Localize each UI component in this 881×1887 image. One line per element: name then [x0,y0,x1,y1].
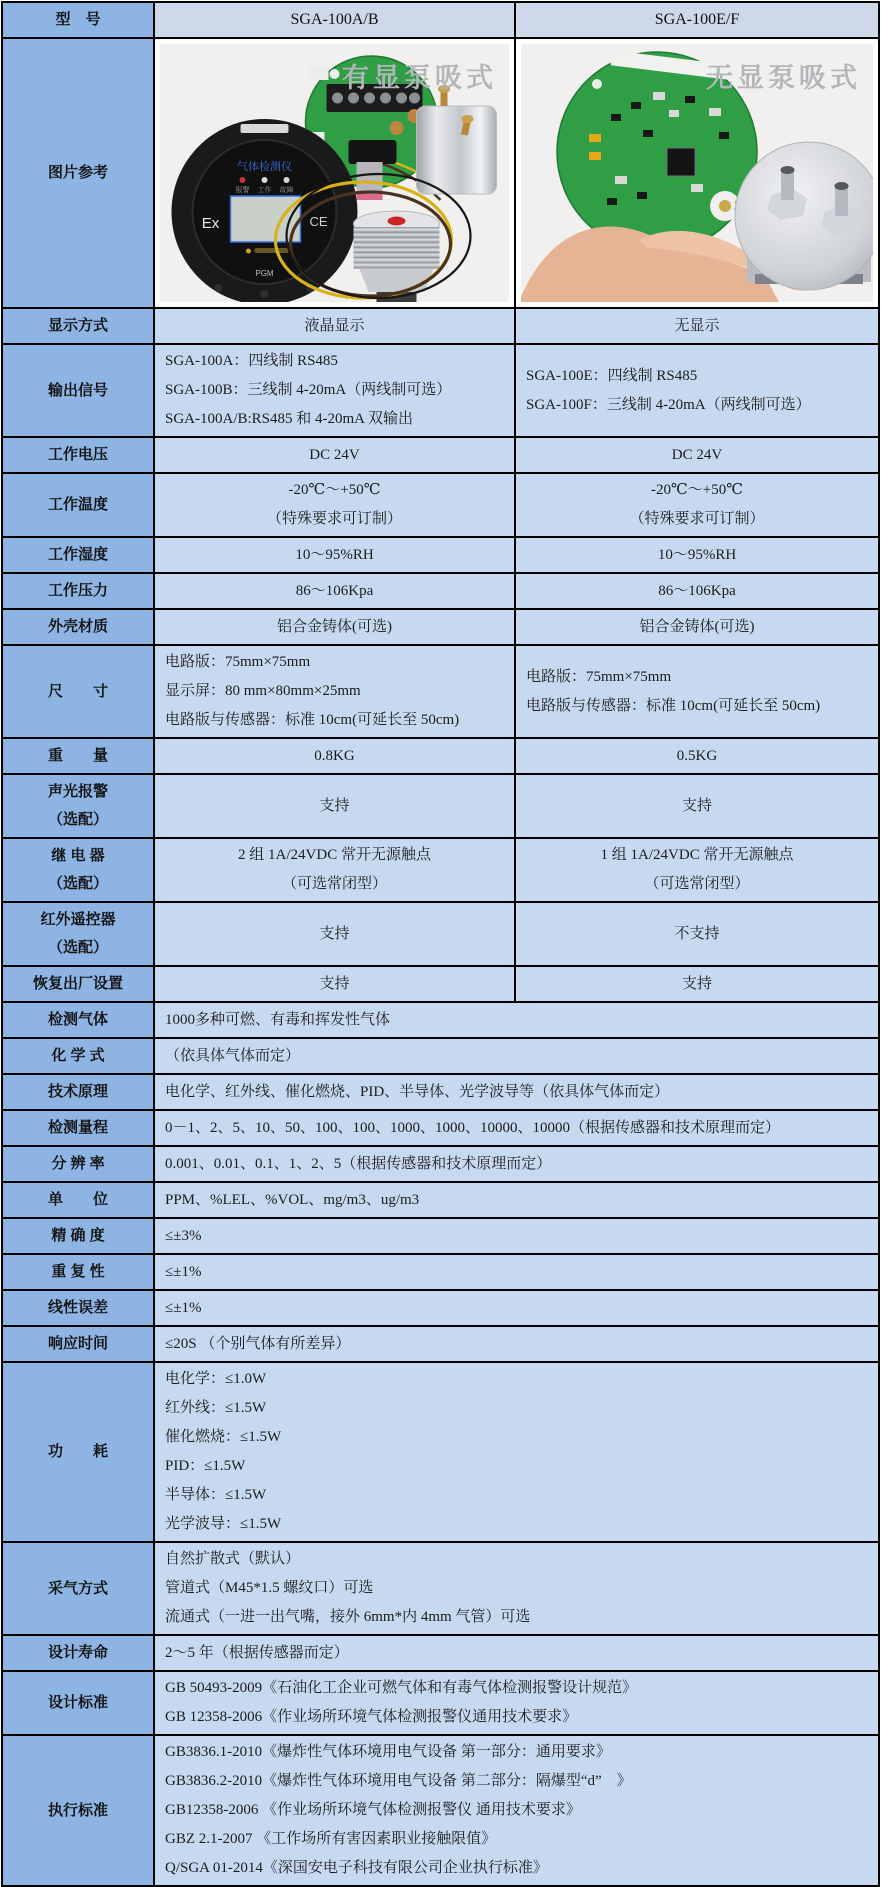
cell-line: 电路版与传感器：标准 10cm(可延长至 50cm) [165,712,460,728]
row-label [2,1671,154,1735]
spec-row [2,344,879,437]
cell-line: 电化学：≤1.0W [165,1371,267,1387]
spec-row [2,1635,879,1671]
spec-row [2,1362,879,1542]
row-label [2,1290,154,1326]
cell-line: 10～95%RH [657,546,737,563]
cell-line: 0－1、2、5、10、50、100、100、1000、1000、10000、10000（根据传感器和技术原理而定） [165,1119,781,1136]
value-cell-model-ab [154,902,515,966]
cell-line: 电路版：75mm×75mm [165,654,311,670]
cell-line: 电路版与传感器：标准 10cm(可延长至 50cm) [526,697,821,714]
cell-line: 采气方式 [47,1579,108,1597]
spec-row [2,609,879,645]
spec-row [2,902,879,966]
row-label [2,573,154,609]
product-photo-left [160,44,509,302]
led-label-alarm: 报警 [235,187,250,194]
cell-line: （可选常闭型） [644,876,750,892]
row-label [2,1735,154,1886]
spec-row [2,1146,879,1182]
led-label-fault: 故障 [279,187,294,194]
spec-row [2,1290,879,1326]
cell-line: 线性误差 [47,1299,108,1316]
value-cell-span [154,1254,879,1290]
value-cell-model-ef [515,308,879,344]
cell-line: 铝合金铸体(可选) [277,618,392,635]
cell-line: （可选常闭型） [281,876,387,892]
value-cell-span [154,1038,879,1074]
value-cell-span [154,1635,879,1671]
ce-mark-text: CE [309,214,328,229]
row-label [2,1182,154,1218]
cell-line: 化 学 式 [51,1047,105,1064]
value-cell-model-ab [154,774,515,838]
spec-row [2,966,879,1002]
row-label [2,1074,154,1110]
value-cell-model-ab [154,473,515,537]
cell-line: 电路版：75mm×75mm [526,668,672,685]
cell-line: 设计寿命 [47,1644,108,1661]
spec-row [2,645,879,738]
value-cell-model-ab [154,645,515,738]
spec-row [2,1110,879,1146]
cell-line: 技术原理 [47,1083,108,1100]
row-label [2,1038,154,1074]
sensor-cylinder-icon [735,142,873,290]
cell-line: 功 耗 [47,1443,108,1460]
cell-line: 支持 [319,975,350,992]
cell-line: SGA-100E：四线制 RS485 [526,367,698,384]
row-label [2,838,154,902]
value-cell-span [154,1146,879,1182]
cell-line: 红外线：≤1.5W [165,1400,267,1416]
value-cell-model-ef [515,774,879,838]
cell-line: 支持 [681,797,712,814]
cell-line: 检测气体 [47,1011,108,1028]
value-cell-model-ab [154,344,515,437]
row-label [2,344,154,437]
cell-line: 无显示 [674,317,720,334]
cell-line: 光学波导：≤1.5W [165,1516,282,1532]
value-cell-span [154,1362,879,1542]
value-cell-span [154,1326,879,1362]
row-label [2,1218,154,1254]
row-label [2,1146,154,1182]
row-label [2,1110,154,1146]
cell-line: PID：≤1.5W [165,1458,246,1474]
value-cell-span [154,1002,879,1038]
row-label [2,609,154,645]
header-model-ef: SGA-100E/F [515,2,879,38]
cell-line: 重 复 性 [51,1263,105,1280]
spec-row [2,1002,879,1038]
row-label [2,902,154,966]
spec-row [2,1182,879,1218]
cell-line: DC 24V [671,446,723,463]
cell-line: 0.5KG [676,747,718,764]
cell-line: GB3836.1-2010《爆炸性气体环境用电气设备 第一部分：通用要求》 [165,1744,611,1760]
cell-line: 显示屏：80 mm×80mm×25mm [165,683,361,699]
row-label [2,1362,154,1542]
value-cell-model-ef [515,344,879,437]
cell-line: 0.001、0.01、0.1、1、2、5（根据传感器和技术原理而定） [165,1155,552,1172]
cell-line: ≤±3% [165,1227,202,1244]
cell-line: 工作温度 [47,496,108,513]
cell-line: ≤±1% [165,1299,202,1316]
value-cell-model-ab [154,537,515,573]
cell-line: -20℃～+50℃ [288,482,381,498]
spec-row [2,308,879,344]
row-label [2,1002,154,1038]
cell-line: 1000多种可燃、有毒和挥发性气体 [165,1011,391,1028]
cell-line: 支持 [319,925,350,942]
cell-line: 液晶显示 [304,317,365,334]
cell-line: 电化学、红外线、催化燃烧、PID、半导体、光学波导等（依具体气体而定） [165,1083,670,1100]
value-cell-span [154,1735,879,1886]
cell-line: 管道式（M45*1.5 螺纹口）可选 [165,1580,374,1596]
cell-line: PPM、%LEL、%VOL、mg/m3、ug/m3 [165,1191,420,1208]
value-cell-model-ef [515,838,879,902]
cell-line: 2 组 1A/24VDC 常开无源触点 [238,847,431,863]
product-photo-left-illustration [160,44,509,302]
header-model-ab: SGA-100A/B [154,2,515,38]
value-cell-span [154,1671,879,1735]
spec-row [2,1254,879,1290]
cell-line: （特殊要求可订制） [629,511,765,527]
cell-line: 2～5 年（根据传感器而定） [165,1644,349,1661]
product-photo-right [521,44,873,302]
spec-row [2,1671,879,1735]
header-row [2,2,879,38]
value-cell-model-ab [154,609,515,645]
row-label [2,774,154,838]
cell-line: 重 量 [47,747,108,764]
cell-line: 催化燃烧：≤1.5W [165,1429,282,1445]
spec-table [1,1,880,1887]
row-label [2,473,154,537]
watermark-right: 无显泵吸式 [706,63,861,93]
cell-line: 流通式（一进一出气嘴，接外 6mm*内 4mm 气管）可选 [165,1609,531,1625]
cell-line: 铝合金铸体(可选) [639,618,755,635]
value-cell-model-ef [515,573,879,609]
cell-line: 输出信号 [47,381,108,399]
row-label [2,966,154,1002]
value-cell-span [154,1218,879,1254]
spec-row [2,1735,879,1886]
cell-line: （选配） [47,939,108,956]
cell-line: （特殊要求可订制） [266,511,402,527]
spec-row [2,738,879,774]
value-cell-span [154,1110,879,1146]
cell-line: 分 辨 率 [51,1155,105,1172]
value-cell-span [154,1290,879,1326]
cell-line: ≤20S （个别气体有所差异） [165,1335,351,1352]
spec-row [2,1074,879,1110]
cell-line: 声光报警 [47,783,108,800]
cell-line: GB3836.2-2010《爆炸性气体环境用电气设备 第二部分：隔爆型“d” 》 [165,1773,632,1789]
cell-line: SGA-100A：四线制 RS485 [165,353,338,369]
cell-line: SGA-100F：三线制 4-20mA（两线制可选） [526,396,811,413]
row-label [2,1542,154,1635]
cell-line: ≤±1% [165,1263,202,1280]
row-label [2,437,154,473]
ex-mark-text: Ex [201,215,220,232]
value-cell-model-ab [154,738,515,774]
spec-row [2,838,879,902]
cell-line: 半导体：≤1.5W [165,1487,267,1503]
cell-line: 继 电 器 [51,847,105,864]
spec-row [2,1038,879,1074]
product-photo-cell-left [154,38,515,308]
value-cell-model-ef [515,609,879,645]
value-cell-model-ab [154,308,515,344]
gauge-device-icon [172,119,358,302]
cell-line: 工作压力 [47,582,108,599]
product-photo-right-illustration [521,44,873,302]
value-cell-model-ef [515,902,879,966]
cell-line: 精 确 度 [51,1227,105,1244]
cell-line: 响应时间 [47,1335,108,1352]
spec-row [2,774,879,838]
row-label [2,738,154,774]
cell-line: 支持 [681,975,712,992]
cell-line: 执行标准 [47,1801,108,1819]
cell-line: 86～106Kpa [295,582,374,599]
cell-line: 尺 寸 [47,682,108,700]
spec-row [2,1326,879,1362]
cell-line: DC 24V [309,446,360,463]
cell-line: 不支持 [674,925,720,942]
cell-line: -20℃～+50℃ [650,482,743,498]
spec-row [2,1542,879,1635]
cell-line: 外壳材质 [47,618,108,635]
value-cell-span [154,1074,879,1110]
row-label [2,645,154,738]
cell-line: 86～106Kpa [658,582,736,599]
cell-line: 单 位 [47,1191,108,1208]
cell-line: 红外遥控器 [40,911,116,928]
row-label [2,308,154,344]
cell-line: 支持 [319,797,350,814]
value-cell-model-ef [515,645,879,738]
value-cell-span [154,1182,879,1218]
cell-line: GB 50493-2009《石油化工企业可燃气体和有毒气体检测报警设计规范》 [165,1680,638,1696]
value-cell-model-ab [154,966,515,1002]
value-cell-model-ef [515,437,879,473]
cell-line: 0.8KG [314,747,355,764]
spec-row [2,1218,879,1254]
value-cell-model-ef [515,966,879,1002]
spec-row [2,473,879,537]
cell-line: （依具体气体而定） [165,1047,301,1064]
cell-line: 10～95%RH [295,546,374,563]
cell-line: （选配） [47,811,108,828]
cell-line: Q/SGA 01-2014《深国安电子科技有限公司企业执行标准》 [165,1860,548,1876]
row-label [2,1635,154,1671]
cell-line: 检测量程 [47,1119,108,1136]
value-cell-model-ab [154,838,515,902]
cell-line: SGA-100A/B:RS485 和 4-20mA 双输出 [165,411,413,427]
cell-line: 恢复出厂设置 [32,975,123,992]
image-row [2,38,879,308]
cell-line: GBZ 2.1-2007 《工作场所有害因素职业接触限值》 [165,1831,497,1847]
pgm-mark-text: PGM [255,269,274,278]
cell-line: （选配） [47,875,108,892]
row-label [2,1254,154,1290]
image-row-label: 图片参考 [2,38,154,308]
gauge-title-text: 气体检测仪 [237,161,292,173]
cell-line: SGA-100B：三线制 4-20mA（两线制可选） [165,382,452,398]
spec-row [2,437,879,473]
product-photo-cell-right [515,38,879,308]
cell-line: GB12358-2006 《作业场所环境气体检测报警仪 通用技术要求》 [165,1802,581,1818]
cell-line: 工作电压 [47,446,108,463]
value-cell-model-ef [515,537,879,573]
cell-line: 自然扩散式（默认） [165,1551,301,1567]
value-cell-model-ab [154,437,515,473]
value-cell-model-ab [154,573,515,609]
row-label [2,537,154,573]
cell-line: 工作湿度 [47,546,108,563]
cell-line: 显示方式 [47,317,108,334]
cell-line: 设计标准 [47,1694,108,1711]
cell-line: 1 组 1A/24VDC 常开无源触点 [600,847,794,863]
value-cell-model-ef [515,473,879,537]
header-model-label: 型 号 [2,2,154,38]
spec-row [2,537,879,573]
value-cell-model-ef [515,738,879,774]
spec-row [2,573,879,609]
row-label [2,1326,154,1362]
value-cell-span [154,1542,879,1635]
watermark-left: 有显泵吸式 [342,63,497,93]
cell-line: GB 12358-2006《作业场所环境气体检测报警仪通用技术要求》 [165,1709,578,1725]
led-label-work: 工作 [257,187,272,194]
